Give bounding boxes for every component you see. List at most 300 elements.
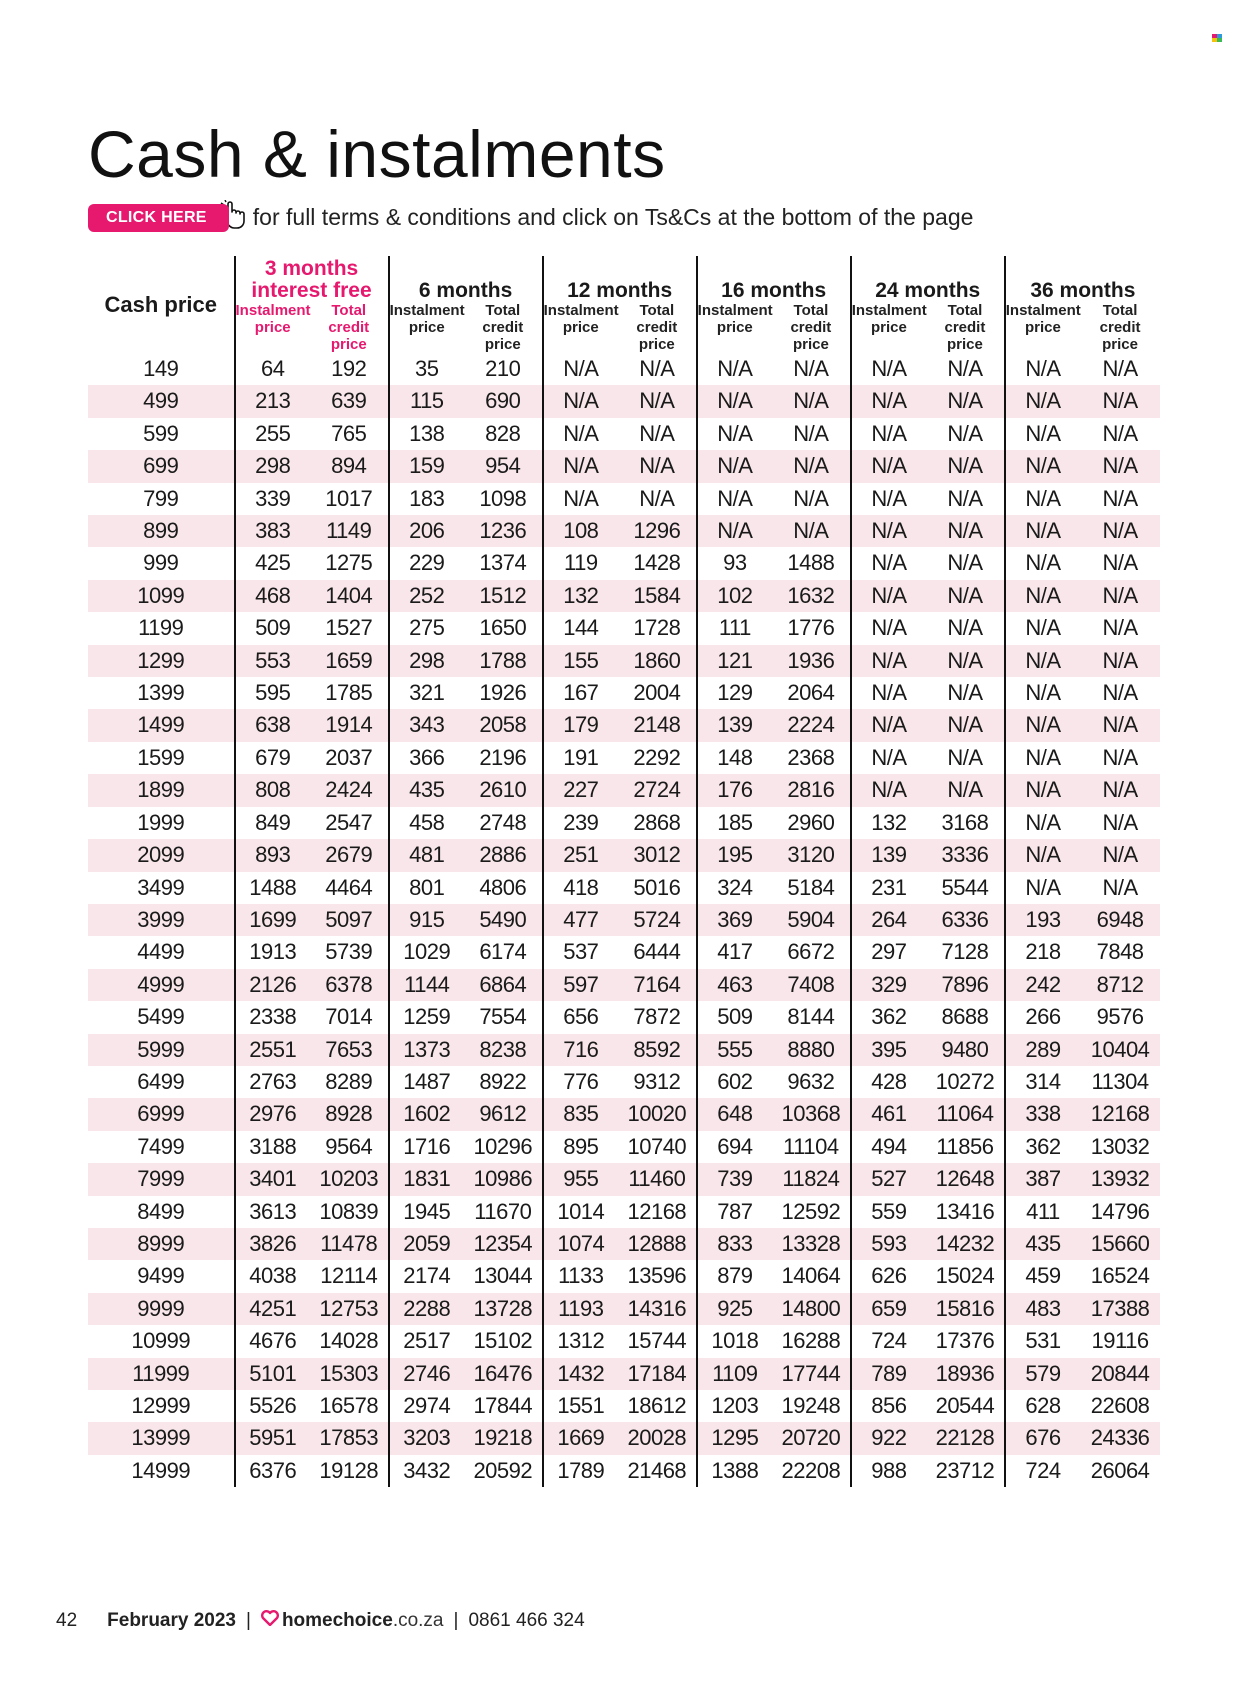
- table-row: [88, 612, 1160, 644]
- instalment-price-cell: 129: [697, 677, 772, 709]
- instalment-price-cell: 121: [697, 645, 772, 677]
- instalment-price-cell: N/A: [697, 515, 772, 547]
- instalment-price-cell: 435: [389, 774, 464, 806]
- total-credit-price-cell: 14028: [319, 1328, 379, 1354]
- total-credit-price-cell: 10986: [464, 1163, 543, 1195]
- instalment-price-cell: 366: [389, 742, 464, 774]
- total-credit-price-cell: 2064: [787, 680, 835, 706]
- instalment-price-cell: 1373: [389, 1034, 464, 1066]
- total-credit-price-cell: 894: [310, 450, 389, 482]
- total-credit-price-cell: 6174: [479, 939, 527, 965]
- instalment-price-cell: N/A: [851, 612, 926, 644]
- footer-month: February 2023: [107, 1610, 236, 1631]
- total-credit-price-cell: N/A: [947, 744, 983, 770]
- table-row: [88, 677, 1160, 709]
- instalment-price-cell: 835: [543, 1098, 618, 1130]
- instalment-price-cell: N/A: [543, 483, 618, 515]
- instalment-price-cell: 428: [851, 1066, 926, 1098]
- instalment-price-cell: 925: [697, 1293, 772, 1325]
- total-credit-price-cell: 12888: [618, 1228, 697, 1260]
- total-credit-price-cell: 5724: [618, 904, 697, 936]
- instalment-price-cell: 2517: [389, 1325, 464, 1357]
- instalment-price-cell: 833: [697, 1228, 772, 1260]
- table-row: [88, 1260, 1160, 1292]
- instalment-price-cell: 139: [697, 709, 772, 741]
- total-credit-price-cell: 3012: [618, 839, 697, 871]
- total-credit-price-cell: N/A: [1102, 550, 1138, 576]
- total-credit-price-cell: N/A: [1080, 645, 1160, 677]
- instalment-price-cell: N/A: [1005, 418, 1080, 450]
- instalment-price-cell: 362: [851, 1001, 926, 1033]
- instalment-price-cell: 395: [851, 1034, 926, 1066]
- table-row: [88, 969, 1160, 1001]
- cash-price-cell: 1199: [138, 615, 184, 641]
- total-credit-price-cell: 17388: [1080, 1293, 1160, 1325]
- total-credit-price-cell: 18612: [627, 1393, 687, 1418]
- cash-price-cell: 3999: [88, 904, 235, 936]
- table-row: [88, 515, 1160, 547]
- total-credit-price-cell: N/A: [639, 420, 675, 446]
- instalment-price-cell: N/A: [1005, 547, 1080, 579]
- instalment-price-cell: 463: [697, 969, 772, 1001]
- table-row: [88, 1163, 1160, 1195]
- instalment-price-cell: 461: [851, 1098, 926, 1130]
- instalment-price-cell: 2974: [389, 1390, 464, 1422]
- cash-price-cell: 1399: [137, 680, 185, 706]
- instalment-price-cell: 1669: [543, 1422, 618, 1454]
- table-row: [88, 1228, 1160, 1260]
- instalment-price-cell: 595: [235, 677, 310, 709]
- instalment-price-cell: 193: [1005, 904, 1080, 936]
- cash-price-cell: 1599: [137, 744, 185, 770]
- instalment-price-cell: 3401: [235, 1163, 310, 1195]
- sub-header-total-credit-price: Total credit price: [790, 302, 832, 353]
- table-row: [88, 450, 1160, 482]
- instalment-price-cell: 2174: [389, 1260, 464, 1292]
- sub-header-instalment-price: Instalment price: [851, 302, 926, 353]
- instalment-price-cell: 138: [389, 418, 464, 450]
- instalment-price-cell: 231: [851, 872, 926, 904]
- instalment-price-cell: 1602: [389, 1098, 464, 1130]
- total-credit-price-cell: 6378: [310, 969, 389, 1001]
- total-credit-price-cell: 1017: [325, 485, 373, 511]
- cash-price-cell: 9999: [88, 1293, 235, 1325]
- instalment-price-cell: 893: [235, 839, 310, 871]
- instalment-price-cell: 527: [851, 1163, 926, 1195]
- instalment-price-cell: 111: [697, 612, 772, 644]
- instalment-price-cell: N/A: [1005, 807, 1080, 839]
- instalment-price-cell: 922: [851, 1422, 926, 1454]
- total-credit-price-cell: N/A: [926, 709, 1005, 741]
- total-credit-price-cell: N/A: [926, 515, 1005, 547]
- total-credit-price-cell: 2058: [464, 709, 543, 741]
- instalment-price-cell: 255: [235, 418, 310, 450]
- sub-header-instalment-price: Instalment price: [543, 302, 618, 353]
- cash-price-cell: 12999: [131, 1393, 191, 1418]
- total-credit-price-cell: 8928: [310, 1098, 389, 1130]
- instalment-price-cell: 776: [543, 1066, 618, 1098]
- total-credit-price-cell: 12168: [627, 1198, 687, 1224]
- instalment-price-cell: N/A: [851, 483, 926, 515]
- instalment-price-cell: 537: [543, 936, 618, 968]
- instalment-price-cell: 531: [1005, 1325, 1080, 1357]
- total-credit-price-cell: 1926: [479, 680, 527, 706]
- total-credit-price-cell: 6336: [926, 904, 1005, 936]
- total-credit-price-cell: 12592: [781, 1198, 841, 1224]
- total-credit-price-cell: 11856: [936, 1133, 994, 1159]
- instalment-price-cell: 3613: [235, 1196, 310, 1228]
- instalment-price-cell: 656: [543, 1001, 618, 1033]
- cash-price-cell: 1499: [88, 709, 235, 741]
- total-credit-price-cell: 2679: [310, 839, 389, 871]
- table-row: [88, 1422, 1160, 1454]
- instalment-price-cell: 988: [851, 1455, 926, 1487]
- total-credit-price-cell: 1914: [310, 709, 389, 741]
- instalment-price-cell: N/A: [1005, 450, 1080, 482]
- footer-separator: |: [246, 1610, 251, 1631]
- instalment-price-cell: 483: [1005, 1293, 1080, 1325]
- instalment-price-cell: 679: [235, 742, 310, 774]
- instalment-price-cell: 1432: [543, 1358, 618, 1390]
- total-credit-price-cell: 14800: [772, 1293, 851, 1325]
- total-credit-price-cell: 11104: [783, 1133, 839, 1159]
- instalment-price-cell: 1913: [235, 936, 310, 968]
- total-credit-price-cell: N/A: [1102, 356, 1138, 381]
- footer-separator: |: [453, 1610, 459, 1631]
- total-credit-price-cell: N/A: [639, 356, 675, 381]
- instalment-price-cell: 298: [389, 645, 464, 677]
- total-credit-price-cell: 15024: [935, 1263, 995, 1289]
- instalment-price-cell: N/A: [1005, 612, 1080, 644]
- footer-website-link[interactable]: [282, 1610, 444, 1632]
- cash-price-cell: 799: [143, 485, 179, 511]
- total-credit-price-cell: 23712: [935, 1457, 995, 1483]
- table-row: [88, 1390, 1160, 1422]
- total-credit-price-cell: 2196: [479, 744, 527, 770]
- total-credit-price-cell: 15816: [926, 1293, 1005, 1325]
- total-credit-price-cell: N/A: [947, 356, 983, 381]
- total-credit-price-cell: 10272: [935, 1068, 995, 1094]
- total-credit-price-cell: 7848: [1096, 939, 1144, 965]
- instalment-price-cell: 115: [389, 385, 464, 417]
- total-credit-price-cell: 6672: [787, 939, 835, 965]
- total-credit-price-cell: N/A: [947, 550, 983, 576]
- instalment-price-cell: 185: [697, 807, 772, 839]
- total-credit-price-cell: 14232: [926, 1228, 1005, 1260]
- cash-price-cell: 999: [143, 550, 179, 576]
- total-credit-price-cell: 17844: [473, 1393, 533, 1418]
- total-credit-price-cell: 12354: [464, 1228, 543, 1260]
- cash-price-cell: 1999: [137, 809, 185, 835]
- total-credit-price-cell: 828: [485, 420, 521, 446]
- total-credit-price-cell: 22208: [781, 1457, 841, 1483]
- total-credit-price-cell: N/A: [926, 385, 1005, 417]
- instalment-price-cell: 275: [389, 612, 464, 644]
- instalment-price-cell: N/A: [1005, 353, 1080, 385]
- instalment-price-cell: 148: [697, 742, 772, 774]
- instalment-price-cell: 593: [851, 1228, 926, 1260]
- total-credit-price-cell: 2368: [787, 744, 835, 770]
- total-credit-price-cell: 1149: [310, 515, 389, 547]
- cash-price-cell: 699: [88, 450, 235, 482]
- instalment-price-cell: N/A: [543, 450, 618, 482]
- click-here-button[interactable]: CLICK HERE: [88, 204, 229, 232]
- instalment-price-cell: 2746: [389, 1358, 464, 1390]
- total-credit-price-cell: 17376: [935, 1328, 995, 1354]
- instalment-price-cell: 787: [697, 1196, 772, 1228]
- table-row: [88, 1196, 1160, 1228]
- total-credit-price-cell: 20544: [935, 1393, 995, 1418]
- instalment-price-cell: 206: [389, 515, 464, 547]
- total-credit-price-cell: 1404: [310, 580, 389, 612]
- total-credit-price-cell: 17184: [618, 1358, 697, 1390]
- total-credit-price-cell: 1659: [310, 645, 389, 677]
- total-credit-price-cell: 1296: [618, 515, 697, 547]
- total-credit-price-cell: 2037: [325, 744, 373, 770]
- total-credit-price-cell: 20028: [618, 1422, 697, 1454]
- total-credit-price-cell: 11670: [474, 1198, 532, 1224]
- instalment-price-cell: N/A: [1005, 872, 1080, 904]
- total-credit-price-cell: 5097: [310, 904, 389, 936]
- total-credit-price-cell: N/A: [1080, 580, 1160, 612]
- cash-price-cell: 7499: [137, 1133, 185, 1159]
- total-credit-price-cell: N/A: [947, 615, 983, 641]
- total-credit-price-cell: N/A: [1102, 809, 1138, 835]
- instalment-price-cell: 3203: [389, 1422, 464, 1454]
- total-credit-price-cell: 11064: [926, 1098, 1005, 1130]
- instalment-price-cell: 108: [543, 515, 618, 547]
- instalment-price-cell: 339: [235, 483, 310, 515]
- total-credit-price-cell: 22128: [926, 1422, 1005, 1454]
- cash-price-cell: 499: [88, 385, 235, 417]
- instalment-price-cell: 369: [697, 904, 772, 936]
- instalment-price-cell: 494: [851, 1131, 926, 1163]
- instalment-price-cell: N/A: [1005, 580, 1080, 612]
- instalment-price-cell: 3432: [389, 1455, 464, 1487]
- total-credit-price-cell: 26064: [1090, 1457, 1150, 1483]
- instalment-price-cell: 739: [697, 1163, 772, 1195]
- instalment-price-cell: 626: [851, 1260, 926, 1292]
- instalment-price-cell: 2126: [235, 969, 310, 1001]
- instalment-price-cell: N/A: [851, 774, 926, 806]
- instalment-price-cell: 1831: [389, 1163, 464, 1195]
- total-credit-price-cell: 5904: [772, 904, 851, 936]
- total-credit-price-cell: 9564: [325, 1133, 373, 1159]
- total-credit-price-cell: 17744: [772, 1358, 851, 1390]
- total-credit-price-cell: 7896: [926, 969, 1005, 1001]
- total-credit-price-cell: 639: [310, 385, 389, 417]
- brand-domain: .co.za: [392, 1610, 444, 1631]
- instalment-price-cell: 659: [851, 1293, 926, 1325]
- instalment-price-cell: 1193: [543, 1293, 618, 1325]
- cash-price-cell: 9499: [137, 1263, 185, 1289]
- total-credit-price-cell: 4464: [325, 874, 373, 900]
- total-credit-price-cell: 19218: [464, 1422, 543, 1454]
- cash-price-cell: 5999: [88, 1034, 235, 1066]
- instalment-price-cell: 132: [851, 807, 926, 839]
- instalment-price-cell: 132: [543, 580, 618, 612]
- instalment-price-cell: 229: [389, 547, 464, 579]
- instalment-price-cell: 5101: [235, 1358, 310, 1390]
- total-credit-price-cell: 8880: [772, 1034, 851, 1066]
- instalment-price-cell: 1551: [543, 1390, 618, 1422]
- instalment-price-cell: 1487: [389, 1066, 464, 1098]
- total-credit-price-cell: N/A: [639, 485, 675, 511]
- table-row: [88, 1034, 1160, 1066]
- instalment-price-cell: 676: [1005, 1422, 1080, 1454]
- instalment-price-cell: 856: [851, 1390, 926, 1422]
- total-credit-price-cell: N/A: [1102, 485, 1138, 511]
- instalment-price-cell: 477: [543, 904, 618, 936]
- table-row: [88, 547, 1160, 579]
- group-header-3-months: 3 months interest free: [235, 256, 389, 302]
- instalment-price-cell: 329: [851, 969, 926, 1001]
- instalment-price-cell: 227: [543, 774, 618, 806]
- total-credit-price-cell: 1776: [787, 615, 835, 641]
- table-row: [88, 483, 1160, 515]
- instalment-price-cell: 1259: [389, 1001, 464, 1033]
- terms-row: [88, 200, 973, 235]
- brand-name: homechoice: [281, 1610, 393, 1631]
- total-credit-price-cell: 5016: [633, 874, 681, 900]
- total-credit-price-cell: 8592: [618, 1034, 697, 1066]
- total-credit-price-cell: 1527: [325, 615, 373, 641]
- instalment-price-cell: 1388: [697, 1455, 772, 1487]
- corner-logo-mark: [1212, 34, 1222, 42]
- table-row: [88, 385, 1160, 417]
- instalment-price-cell: 801: [389, 872, 464, 904]
- table-group-header-row: [88, 256, 1160, 302]
- instalment-price-cell: 1133: [543, 1260, 618, 1292]
- cash-price-header: Cash price: [104, 291, 217, 317]
- instalment-price-cell: N/A: [1005, 742, 1080, 774]
- total-credit-price-cell: 2610: [464, 774, 543, 806]
- instalment-price-cell: 602: [697, 1066, 772, 1098]
- total-credit-price-cell: 3168: [941, 809, 989, 835]
- total-credit-price-cell: 7128: [941, 939, 989, 965]
- cash-price-cell: 8999: [88, 1228, 235, 1260]
- instalment-price-cell: 155: [543, 645, 618, 677]
- total-credit-price-cell: 10404: [1080, 1034, 1160, 1066]
- instalment-price-cell: 879: [697, 1260, 772, 1292]
- instalment-price-cell: 324: [697, 872, 772, 904]
- instalment-price-cell: 895: [543, 1131, 618, 1163]
- total-credit-price-cell: 8922: [479, 1068, 527, 1094]
- total-credit-price-cell: 12648: [926, 1163, 1005, 1195]
- sub-header-total-credit-price: Total credit price: [328, 302, 370, 353]
- instalment-price-cell: N/A: [1005, 645, 1080, 677]
- table-row: [88, 1293, 1160, 1325]
- instalment-price-cell: 628: [1005, 1390, 1080, 1422]
- total-credit-price-cell: 7554: [479, 1004, 527, 1030]
- instalment-price-cell: N/A: [1005, 774, 1080, 806]
- total-credit-price-cell: 10839: [319, 1198, 379, 1224]
- instalment-price-cell: 64: [235, 353, 310, 385]
- table-row: [88, 839, 1160, 871]
- instalment-price-cell: 218: [1005, 936, 1080, 968]
- instalment-price-cell: 213: [235, 385, 310, 417]
- total-credit-price-cell: N/A: [1080, 385, 1160, 417]
- total-credit-price-cell: 10740: [627, 1133, 687, 1159]
- total-credit-price-cell: N/A: [1102, 615, 1138, 641]
- total-credit-price-cell: N/A: [1080, 774, 1160, 806]
- total-credit-price-cell: 192: [331, 356, 367, 381]
- instalment-price-cell: 789: [851, 1358, 926, 1390]
- total-credit-price-cell: 8144: [787, 1004, 835, 1030]
- instalment-price-cell: 2551: [235, 1034, 310, 1066]
- instalment-price-cell: 425: [235, 547, 310, 579]
- instalment-price-cell: N/A: [1005, 483, 1080, 515]
- cash-price-cell: 3499: [137, 874, 185, 900]
- cash-price-cell: 6499: [137, 1068, 185, 1094]
- footer-phone: 0861 466 324: [468, 1610, 585, 1631]
- instalment-price-cell: 343: [389, 709, 464, 741]
- sub-header-total-credit-price: Total credit price: [482, 302, 524, 353]
- total-credit-price-cell: 1650: [479, 615, 527, 641]
- table-row: [88, 1358, 1160, 1390]
- total-credit-price-cell: 13728: [464, 1293, 543, 1325]
- total-credit-price-cell: 24336: [1080, 1422, 1160, 1454]
- instalment-price-cell: 289: [1005, 1034, 1080, 1066]
- instalment-price-cell: 183: [389, 483, 464, 515]
- total-credit-price-cell: N/A: [1102, 420, 1138, 446]
- instalment-price-cell: 435: [1005, 1228, 1080, 1260]
- instalment-price-cell: 251: [543, 839, 618, 871]
- instalment-price-cell: 1203: [697, 1390, 772, 1422]
- total-credit-price-cell: 14064: [781, 1263, 841, 1289]
- total-credit-price-cell: 4806: [479, 874, 527, 900]
- total-credit-price-cell: 2547: [325, 809, 373, 835]
- instalment-price-cell: N/A: [851, 353, 926, 385]
- instalment-price-cell: 468: [235, 580, 310, 612]
- instalment-price-cell: N/A: [851, 677, 926, 709]
- cash-price-cell: 1099: [88, 580, 235, 612]
- instalment-price-cell: 314: [1005, 1066, 1080, 1098]
- instalment-price-cell: 417: [697, 936, 772, 968]
- total-credit-price-cell: 16476: [464, 1358, 543, 1390]
- instalment-price-cell: N/A: [1005, 385, 1080, 417]
- group-header-12-months: 12 months: [543, 256, 697, 302]
- cash-price-cell: 1899: [88, 774, 235, 806]
- total-credit-price-cell: 8712: [1080, 969, 1160, 1001]
- instalment-price-cell: 176: [697, 774, 772, 806]
- table-body: [88, 353, 1160, 1487]
- total-credit-price-cell: N/A: [1080, 709, 1160, 741]
- total-credit-price-cell: 8688: [941, 1004, 989, 1030]
- instalment-price-cell: N/A: [697, 385, 772, 417]
- cash-price-cell: 5499: [137, 1004, 185, 1030]
- table-row: [88, 1455, 1160, 1487]
- instalment-price-cell: 579: [1005, 1358, 1080, 1390]
- instalment-price-cell: 1488: [235, 872, 310, 904]
- total-credit-price-cell: 2886: [464, 839, 543, 871]
- total-credit-price-cell: 20844: [1080, 1358, 1160, 1390]
- total-credit-price-cell: 13044: [473, 1263, 533, 1289]
- total-credit-price-cell: 2960: [787, 809, 835, 835]
- instalment-price-cell: 4251: [235, 1293, 310, 1325]
- instalment-price-cell: 1295: [697, 1422, 772, 1454]
- instalment-price-cell: 4676: [235, 1325, 310, 1357]
- total-credit-price-cell: 3120: [772, 839, 851, 871]
- instalment-price-cell: 1699: [235, 904, 310, 936]
- instalment-price-cell: N/A: [851, 385, 926, 417]
- total-credit-price-cell: 2292: [633, 744, 681, 770]
- instalment-price-cell: N/A: [851, 645, 926, 677]
- total-credit-price-cell: N/A: [1102, 680, 1138, 706]
- group-header-6-months: 6 months: [389, 256, 543, 302]
- instalment-price-cell: 849: [235, 807, 310, 839]
- sub-header-total-credit-price: Total credit price: [636, 302, 678, 353]
